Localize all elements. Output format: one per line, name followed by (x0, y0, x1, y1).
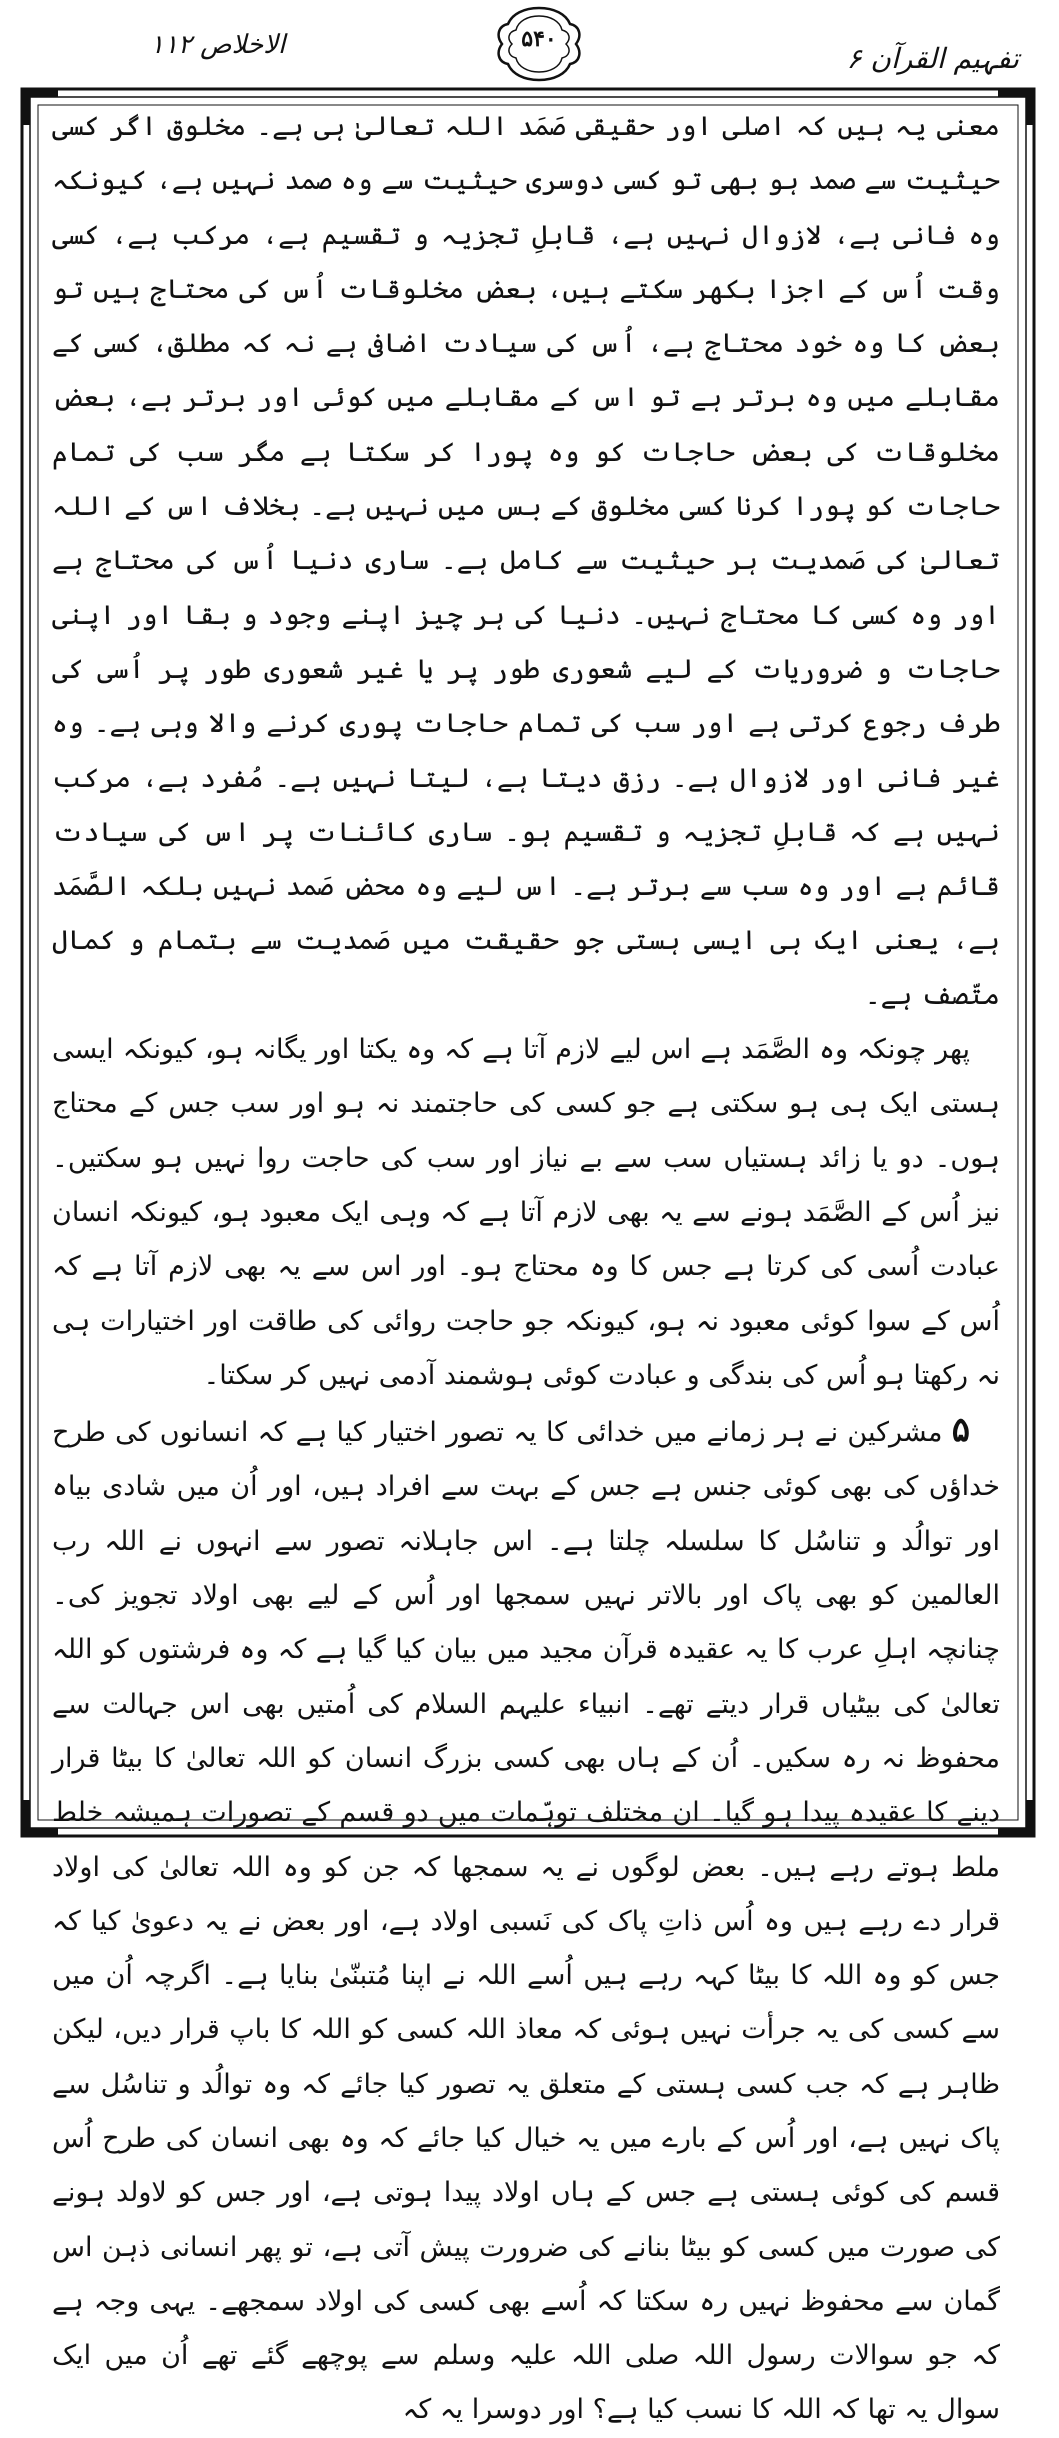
paragraph-text: معنی یہ ہیں کہ اصلی اور حقیقی صَمَد اللہ تعالیٰ ہی ہے۔ مخلوق اگر کسی حیثیت سے صمد ہو بھی تو کسی دوسری حیثیت سے وہ صمد نہیں ہے، کیونکہ وہ فانی ہے، لازوال نہیں ہے، قابلِ تجزیہ و تقسیم ہے، مرکب ہے، کسی وقت اُس کے اجزا بکھر سکتے ہیں، بعض مخلوقات اُس کی محتاج ہیں تو بعض کا وہ خود محتاج ہے، اُس کی سیادت اضافی ہے نہ کہ مطلق، کسی کے مقابلے میں وہ برتر ہے تو اس کے مقابلے میں کوئی اور برتر ہے، بعض مخلوقات کی بعض حاجات کو وہ پورا کر سکتا ہے مگر سب کی تمام حاجات کو پورا کرنا کسی مخلوق کے بس میں نہیں ہے۔ بخلاف اس کے اللہ تعالیٰ کی صَمدیت ہر حیثیت سے کامل ہے۔ ساری دنیا اُس کی محتاج ہے اور وہ کسی کا محتاج نہیں۔ دنیا کی ہر چیز اپنے وجود و بقا اور اپنی حاجات و ضروریات کے لیے شعوری طور پر یا غیر شعوری طور پر اُسی کی طرف رجوع کرتی ہے اور سب کی تمام حاجات پوری کرنے والا وہی ہے۔ وہ غیر فانی اور لازوال ہے۔ رزق دیتا ہے، لیتا نہیں ہے۔ مُفرد ہے، مرکب نہیں ہے کہ قابلِ تجزیہ و تقسیم ہو۔ ساری کائنات پر اس کی سیادت قائم ہے اور وہ سب سے برتر ہے۔ اس لیے وہ محض صَمد نہیں بلکہ الصَّمَد ہے، یعنی ایک ہی ایسی ہستی جو حقیقت میں صَمدیت سے بتمام و کمال متّصف ہے۔ (52, 111, 1000, 1011)
paragraph-text: مشرکین نے ہر زمانے میں خدائی کا یہ تصور اختیار کیا ہے کہ انسانوں کی طرح خداؤں کی بھی کوئی جنس ہے جس کے بہت سے افراد ہیں، اور اُن میں شادی بیاہ اور توالُد و تناسُل کا سلسلہ چلتا ہے۔ اس جاہلانہ تصور سے انہوں نے اللہ رب العالمین کو بھی پاک اور بالاتر نہیں سمجھا اور اُس کے لیے بھی اولاد تجویز کی۔ چنانچہ اہلِ عرب کا یہ عقیدہ قرآن مجید میں بیان کیا گیا ہے کہ وہ فرشتوں کو اللہ تعالیٰ کی بیٹیاں قرار دیتے تھے۔ انبیاء علیہم السلام کی اُمتیں بھی اس جہالت سے محفوظ نہ رہ سکیں۔ اُن کے ہاں بھی کسی بزرگ انسان کو اللہ تعالیٰ کا بیٹا قرار دینے کا عقیدہ پیدا ہو گیا۔ ان مختلف توہّمات میں دو قسم کے تصورات ہمیشہ خلط ملط ہوتے رہے ہیں۔ بعض لوگوں نے یہ سمجھا کہ جن کو وہ اللہ تعالیٰ کی اولاد قرار دے رہے ہیں وہ اُس ذاتِ پاک کی نَسبی اولاد ہے، اور بعض نے یہ دعویٰ کیا کہ جس کو وہ اللہ کا بیٹا کہہ رہے ہیں اُسے اللہ نے اپنا مُتبنّیٰ بنایا ہے۔ اگرچہ اُن میں سے کسی کی یہ جرأت نہیں ہوئی کہ معاذ اللہ کسی کو اللہ کا باپ قرار دیں، لیکن ظاہر ہے کہ جب کسی ہستی کے متعلق یہ تصور کیا جائے کہ وہ توالُد و تناسُل سے پاک نہیں ہے، اور اُس کے بارے میں یہ خیال کیا جائے کہ وہ بھی انسان کی طرح اُس قسم کی کوئی ہستی ہے جس کے ہاں اولاد پیدا ہوتی ہے، اور جس کو لاولد ہونے کی صورت میں کسی کو بیٹا بنانے کی ضرورت پیش آتی ہے، تو پھر انسانی ذہن اس گمان سے محفوظ نہیں رہ سکتا کہ اُسے بھی کسی کی اولاد سمجھے۔ یہی وجہ ہے کہ جو سوالات رسول اللہ صلی اللہ علیہ وسلم سے پوچھے گئے تھے اُن میں ایک سوال یہ تھا کہ اللہ کا نسب کیا ہے؟ اور دوسرا یہ کہ (52, 1417, 1001, 2426)
book-title: تفہیم القرآن ۶ (846, 42, 1019, 75)
paragraph (52, 100, 1000, 1023)
surah-reference: الاخلاص ۱۱۲ (150, 30, 286, 60)
page-number-badge (494, 4, 584, 84)
footnote-number: ۵ (951, 1410, 970, 1451)
footnote-paragraph (52, 1403, 1000, 2438)
paragraph-text: پھر چونکہ وہ الصَّمَد ہے اس لیے لازم آتا ہے کہ وہ یکتا اور یگانہ ہو، کیونکہ ایسی ہستی ایک ہی ہو سکتی ہے جو کسی کی حاجتمند نہ ہو اور سب جس کے محتاج ہوں۔ دو یا زائد ہستیاں سب سے بے نیاز اور سب کی حاجت روا نہیں ہو سکتیں۔ نیز اُس کے الصَّمَد ہونے سے یہ بھی لازم آتا ہے کہ وہی ایک معبود ہو، کیونکہ انسان عبادت اُسی کی کرتا ہے جس کا وہ محتاج ہو۔ اور اس سے یہ بھی لازم آتا ہے کہ اُس کے سوا کوئی معبود نہ ہو، کیونکہ جو حاجت روائی کی طاقت اور اختیارات ہی نہ رکھتا ہو اُس کی بندگی و عبادت کوئی ہوشمند آدمی نہیں کر سکتا۔ (52, 1034, 1000, 1391)
page-body (52, 100, 1001, 2426)
paragraph (52, 1023, 1000, 1403)
page-number: ۵۴۰ (521, 26, 557, 52)
page-header (0, 0, 1059, 95)
